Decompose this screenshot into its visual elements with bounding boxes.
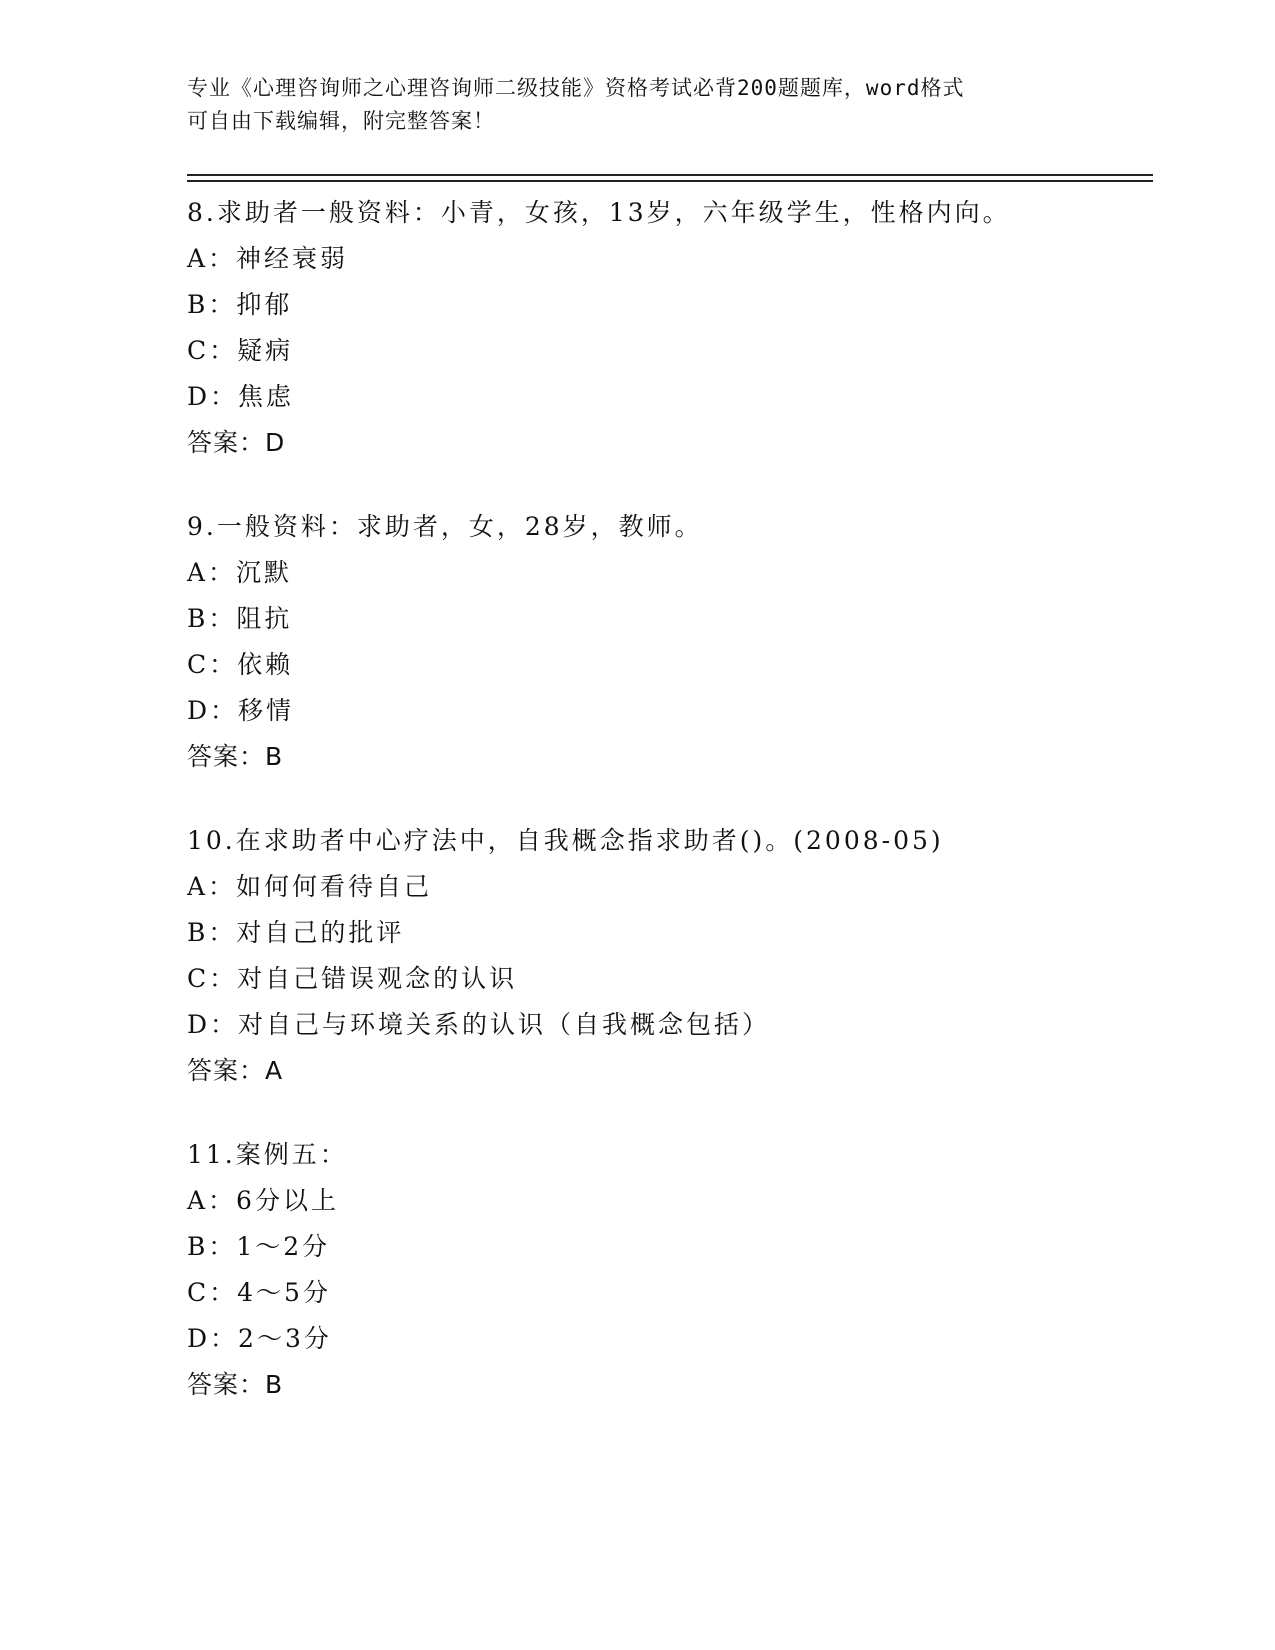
option-b: B：阻抗 <box>187 604 293 633</box>
option-c: C：对自己错误观念的认识 <box>187 964 518 993</box>
option-d: D：对自己与环境关系的认识（自我概念包括） <box>187 1010 771 1039</box>
question-stem: 9.一般资料：求助者，女，28岁，教师。 <box>187 512 703 541</box>
question-item <box>187 818 1153 1094</box>
option-a: A：6分以上 <box>187 1186 339 1215</box>
option-b: B：1～2分 <box>187 1232 331 1261</box>
answer-line: 答案：B <box>187 1370 284 1399</box>
question-item <box>187 190 1153 466</box>
document-header <box>187 72 1087 138</box>
header-divider-top <box>187 174 1153 176</box>
option-c: C：4～5分 <box>187 1278 331 1307</box>
option-d: D：移情 <box>187 696 295 725</box>
answer-line: 答案：B <box>187 742 284 771</box>
question-stem: 11.案例五： <box>187 1140 348 1169</box>
option-a: A：神经衰弱 <box>187 244 349 273</box>
answer-line: 答案：A <box>187 1056 284 1085</box>
option-c: C：依赖 <box>187 650 294 679</box>
question-item <box>187 1132 1153 1408</box>
option-a: A：沉默 <box>187 558 293 587</box>
option-a: A：如何何看待自己 <box>187 872 433 901</box>
question-stem: 10.在求助者中心疗法中，自我概念指求助者()。(2008-05) <box>187 826 944 855</box>
question-list <box>187 190 1153 1446</box>
question-stem: 8.求助者一般资料：小青，女孩，13岁，六年级学生，性格内向。 <box>187 198 1011 227</box>
header-title-line-1: 专业《心理咨询师之心理咨询师二级技能》资格考试必背200题题库，word格式 <box>187 76 965 100</box>
option-d: D：2～3分 <box>187 1324 332 1353</box>
header-title-line-2: 可自由下载编辑，附完整答案！ <box>187 109 495 133</box>
option-c: C：疑病 <box>187 336 294 365</box>
question-item <box>187 504 1153 780</box>
header-divider-bottom <box>187 180 1153 182</box>
option-b: B：抑郁 <box>187 290 293 319</box>
answer-line: 答案：D <box>187 428 286 457</box>
option-d: D：焦虑 <box>187 382 295 411</box>
option-b: B：对自己的批评 <box>187 918 405 947</box>
